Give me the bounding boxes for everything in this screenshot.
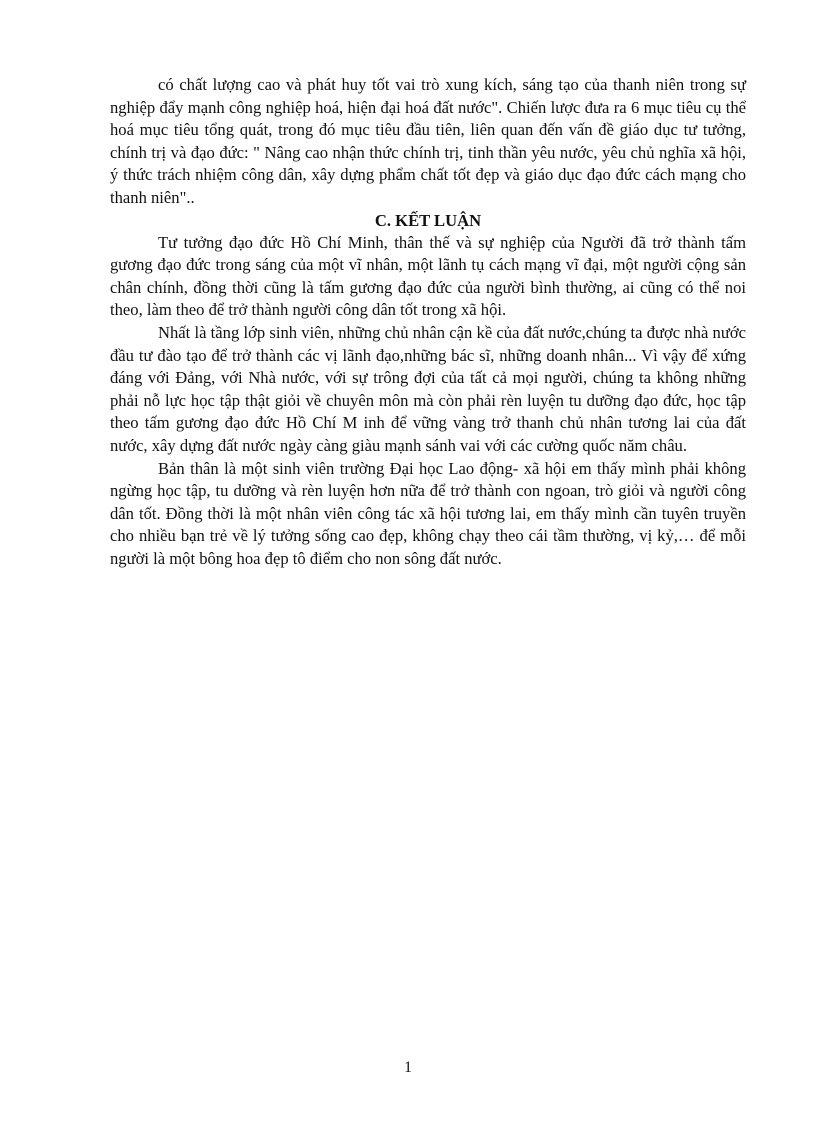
intro-paragraph: có chất lượng cao và phát huy tốt vai trò xung kích, sáng tạo của thanh niên trong sự nghiệp đẩy mạnh công nghiệp hoá, hiện đại hoá đất nước". Chiến lược đưa ra 6 mục tiêu cụ thể hoá mục tiêu tổng quát, trong đó mục tiêu đầu tiên, liên quan đến vấn đề giáo dục tư tưởng, chính trị và đạo đức: " Nâng cao nhận thức chính trị, tinh thần yêu nước, yêu chủ nghĩa xã hội, ý thức trách nhiệm công dân, xây dựng phẩm chất tốt đẹp và giáo dục đạo đức cách mạng cho thanh niên".. <box>110 75 746 207</box>
page-number: 1 <box>404 1059 412 1076</box>
conclusion-paragraph-1: Tư tưởng đạo đức Hồ Chí Minh, thân thế và sự nghiệp của Người đã trở thành tấm gương đạo đức trong sáng của một vĩ nhân, một lãnh tụ cách mạng vĩ đại, một người cộng sản chân chính, đồng thời cũng là tấm gương đạo đức của người bình thường, ai cũng có thể noi theo, làm theo để trở thành người công dân tốt trong xã hội. <box>110 232 746 320</box>
document-page <box>110 74 746 570</box>
conclusion-paragraph-3: Bản thân là một sinh viên trường Đại học Lao động- xã hội em thấy mình phải không ngừng học tập, tu dưỡng và rèn luyện hơn nữa để trở thành con ngoan, trò giỏi và người công dân tốt. Đồng thời là một nhân viên công tác xã hội tương lai, em thấy mình cần tuyên truyền cho nhiều bạn trẻ về lý tưởng sống cao đẹp, không chạy theo cái tầm thường, vị kỷ,… để mỗi người là một bông hoa đẹp tô điểm cho non sông đất nước. <box>110 458 746 568</box>
section-heading: C. KẾT LUẬN <box>374 210 482 230</box>
conclusion-paragraph-2: Nhất là tầng lớp sinh viên, những chủ nhân cận kề của đất nước,chúng ta được nhà nước đầu tư đào tạo để trở thành các vị lãnh đạo,những bác sĩ, những doanh nhân... Vì vậy để xứng đáng với Đảng, với Nhà nước, với sự trông đợi của tất cả mọi người, chúng ta không những phải nỗ lực học tập thật giỏi về chuyên môn mà còn phải rèn luyện tu dưỡng đạo đức, học tập theo tấm gương đạo đức Hồ Chí M inh để vững vàng trở thanh chủ nhân tương lai của đất nước, xây dựng đất nước ngày càng giàu mạnh sánh vai với các cường quốc năm châu. <box>110 322 746 455</box>
